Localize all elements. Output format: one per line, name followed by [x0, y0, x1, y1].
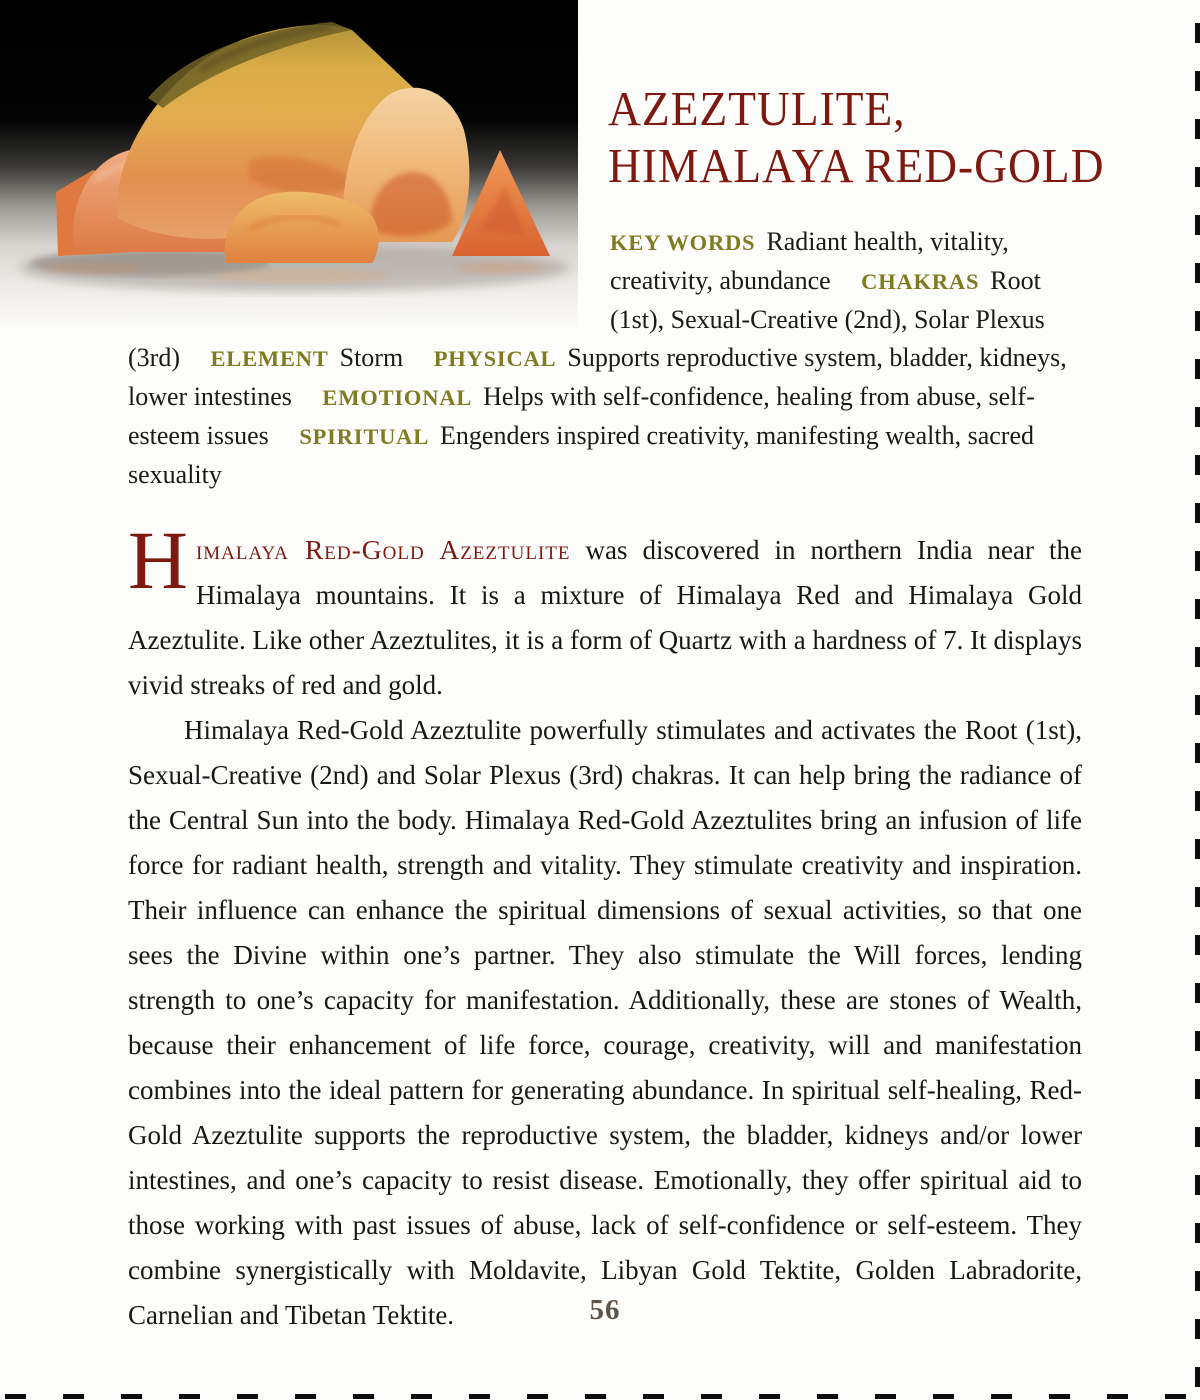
intro-paragraph — [128, 514, 1082, 708]
content-column — [128, 0, 1082, 1338]
attribute-item — [210, 343, 403, 372]
photo-wrap-spacer — [128, 223, 610, 322]
drop-cap: H — [128, 514, 188, 606]
lead-phrase: imalaya Red-Gold Azeztulite — [195, 534, 571, 565]
attribute-text: Storm — [339, 343, 404, 372]
attribute-label: PHYSICAL — [433, 346, 557, 371]
intro-text: was discovered in northern India near the Himalaya mountains. It is a mixture of Himalaya Red and Himalaya Gold Azeztulite. Like other Azeztulites, it is a form of Quartz with a hardness of 7. It displays vivid streaks of red and gold. — [128, 535, 1082, 700]
attribute-text: Root (1st), Sexual-Creative (2nd), Solar Plexus (3rd) — [128, 266, 1045, 372]
attribute-text: Supports reproductive system, bladder, kidneys, lower intestines — [128, 343, 1067, 411]
attribute-label: EMOTIONAL — [322, 385, 473, 410]
page-title-line1: AZEZTULITE, — [608, 81, 906, 136]
main-paragraph: Himalaya Red-Gold Azeztulite powerfully stimulates and activates the Root (1st), Sexual-Creative (2nd) and Solar Plexus (3rd) chakras. It can help bring the radiance of the Central Sun into the body. Himalaya Red-Gold Azeztulites bring an infusion of life force for radiant health, strength and vitality. They stimulate creativity and inspiration. Their influence can enhance the spiritual dimensions of sexual activities, so that one sees the Divine within one’s partner. They also stimulate the Will forces, lending strength to one’s capacity for manifestation. Additionally, these are stones of Wealth, because their enhancement of life force, courage, creativity, will and manifestation combines into the ideal pattern for generating abundance. In spiritual self-healing, Red-Gold Azeztulite supports the reproductive system, the bladder, kidneys and/or lower intestines, and one’s capacity to resist disease. Emotionally, they offer spiritual aid to those working with past issues of abuse, lack of self-confidence or self-esteem. They combine synergistically with Moldavite, Libyan Gold Tektite, Golden Labradorite, Carnelian and Tibetan Tektite. — [128, 715, 1082, 1330]
attributes-paragraph — [128, 223, 1082, 494]
page-title-line2: HIMALAYA RED-GOLD — [608, 138, 1105, 193]
attribute-text: Helps with self-confidence, healing from abuse, self-esteem issues — [128, 382, 1035, 450]
attribute-label: CHAKRAS — [861, 269, 980, 294]
page-edge-marks-bottom — [0, 1394, 1200, 1399]
attribute-text: Radiant health, vitality, creativity, abundance — [610, 227, 1009, 295]
attribute-label: SPIRITUAL — [299, 424, 430, 449]
attribute-label: ELEMENT — [210, 346, 329, 371]
page-edge-marks-right — [1195, 0, 1200, 1400]
attribute-text: Engenders inspired creativity, manifesting wealth, sacred sexuality — [128, 421, 1034, 489]
page-number: 56 — [589, 1294, 621, 1326]
attribute-label: KEY WORDS — [610, 230, 756, 255]
